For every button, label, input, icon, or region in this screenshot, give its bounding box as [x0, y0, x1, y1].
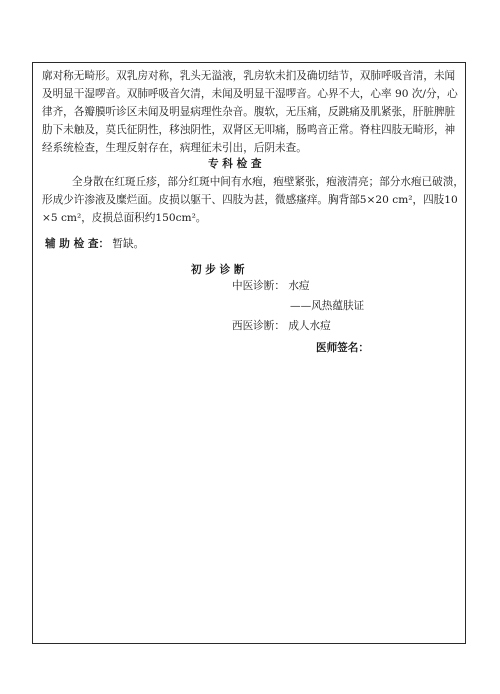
specialist-exam-title: 专 科 检 查	[208, 158, 262, 170]
auxiliary-exam	[45, 236, 144, 252]
auxiliary-exam-label: 辅 助 检 查：	[45, 238, 110, 250]
exam-line: 律齐，各瓣膜听诊区未闻及明显病理性杂音。腹软，无压痛，反跳痛及肌紧张，肝脏脾脏	[42, 106, 456, 118]
exam-line: 及明显干湿啰音。双肺呼吸音欠清，未闻及明显干湿啰音。心界不大，心率 90 次/分，心	[42, 88, 458, 100]
western-diagnosis	[232, 318, 331, 334]
specialist-line: ×5 cm²，皮损总面积约150cm²。	[42, 212, 207, 224]
western-diagnosis-label: 西医诊断：	[232, 320, 285, 332]
specialist-line: 形成少许渗液及糜烂面。皮损以躯干、四肢为甚，微感瘙痒。胸背部5×20 cm²，四肢10	[42, 194, 458, 206]
exam-line: 廓对称无畸形。双乳房对称，乳头无溢液，乳房软未扪及确切结节，双肺呼吸音清，未闻	[42, 70, 456, 82]
exam-line: 经系统检查，生理反射存在，病理征未引出，后阴未查。	[42, 142, 307, 154]
exam-line: 肋下未触及，莫氏征阴性，移浊阴性，双肾区无叩痛，肠鸣音正常。脊柱四肢无畸形，神	[42, 124, 456, 136]
tcm-syndrome: ——风热蕴肤证	[290, 300, 365, 312]
auxiliary-exam-value: 暂缺。	[112, 238, 145, 250]
preliminary-diagnosis-title: 初 步 诊 断	[191, 264, 245, 276]
physician-signature-label: 医师签名：	[316, 342, 369, 354]
tcm-diagnosis-label: 中医诊断：	[232, 280, 285, 292]
specialist-line: 全身散在红斑丘疹，部分红斑中间有水疱，疱壁紧张，疱液清亮；部分水疱已破溃，	[72, 176, 464, 188]
tcm-diagnosis-value: 水痘	[288, 280, 310, 292]
tcm-diagnosis	[232, 278, 310, 294]
western-diagnosis-value: 成人水痘	[288, 320, 331, 332]
